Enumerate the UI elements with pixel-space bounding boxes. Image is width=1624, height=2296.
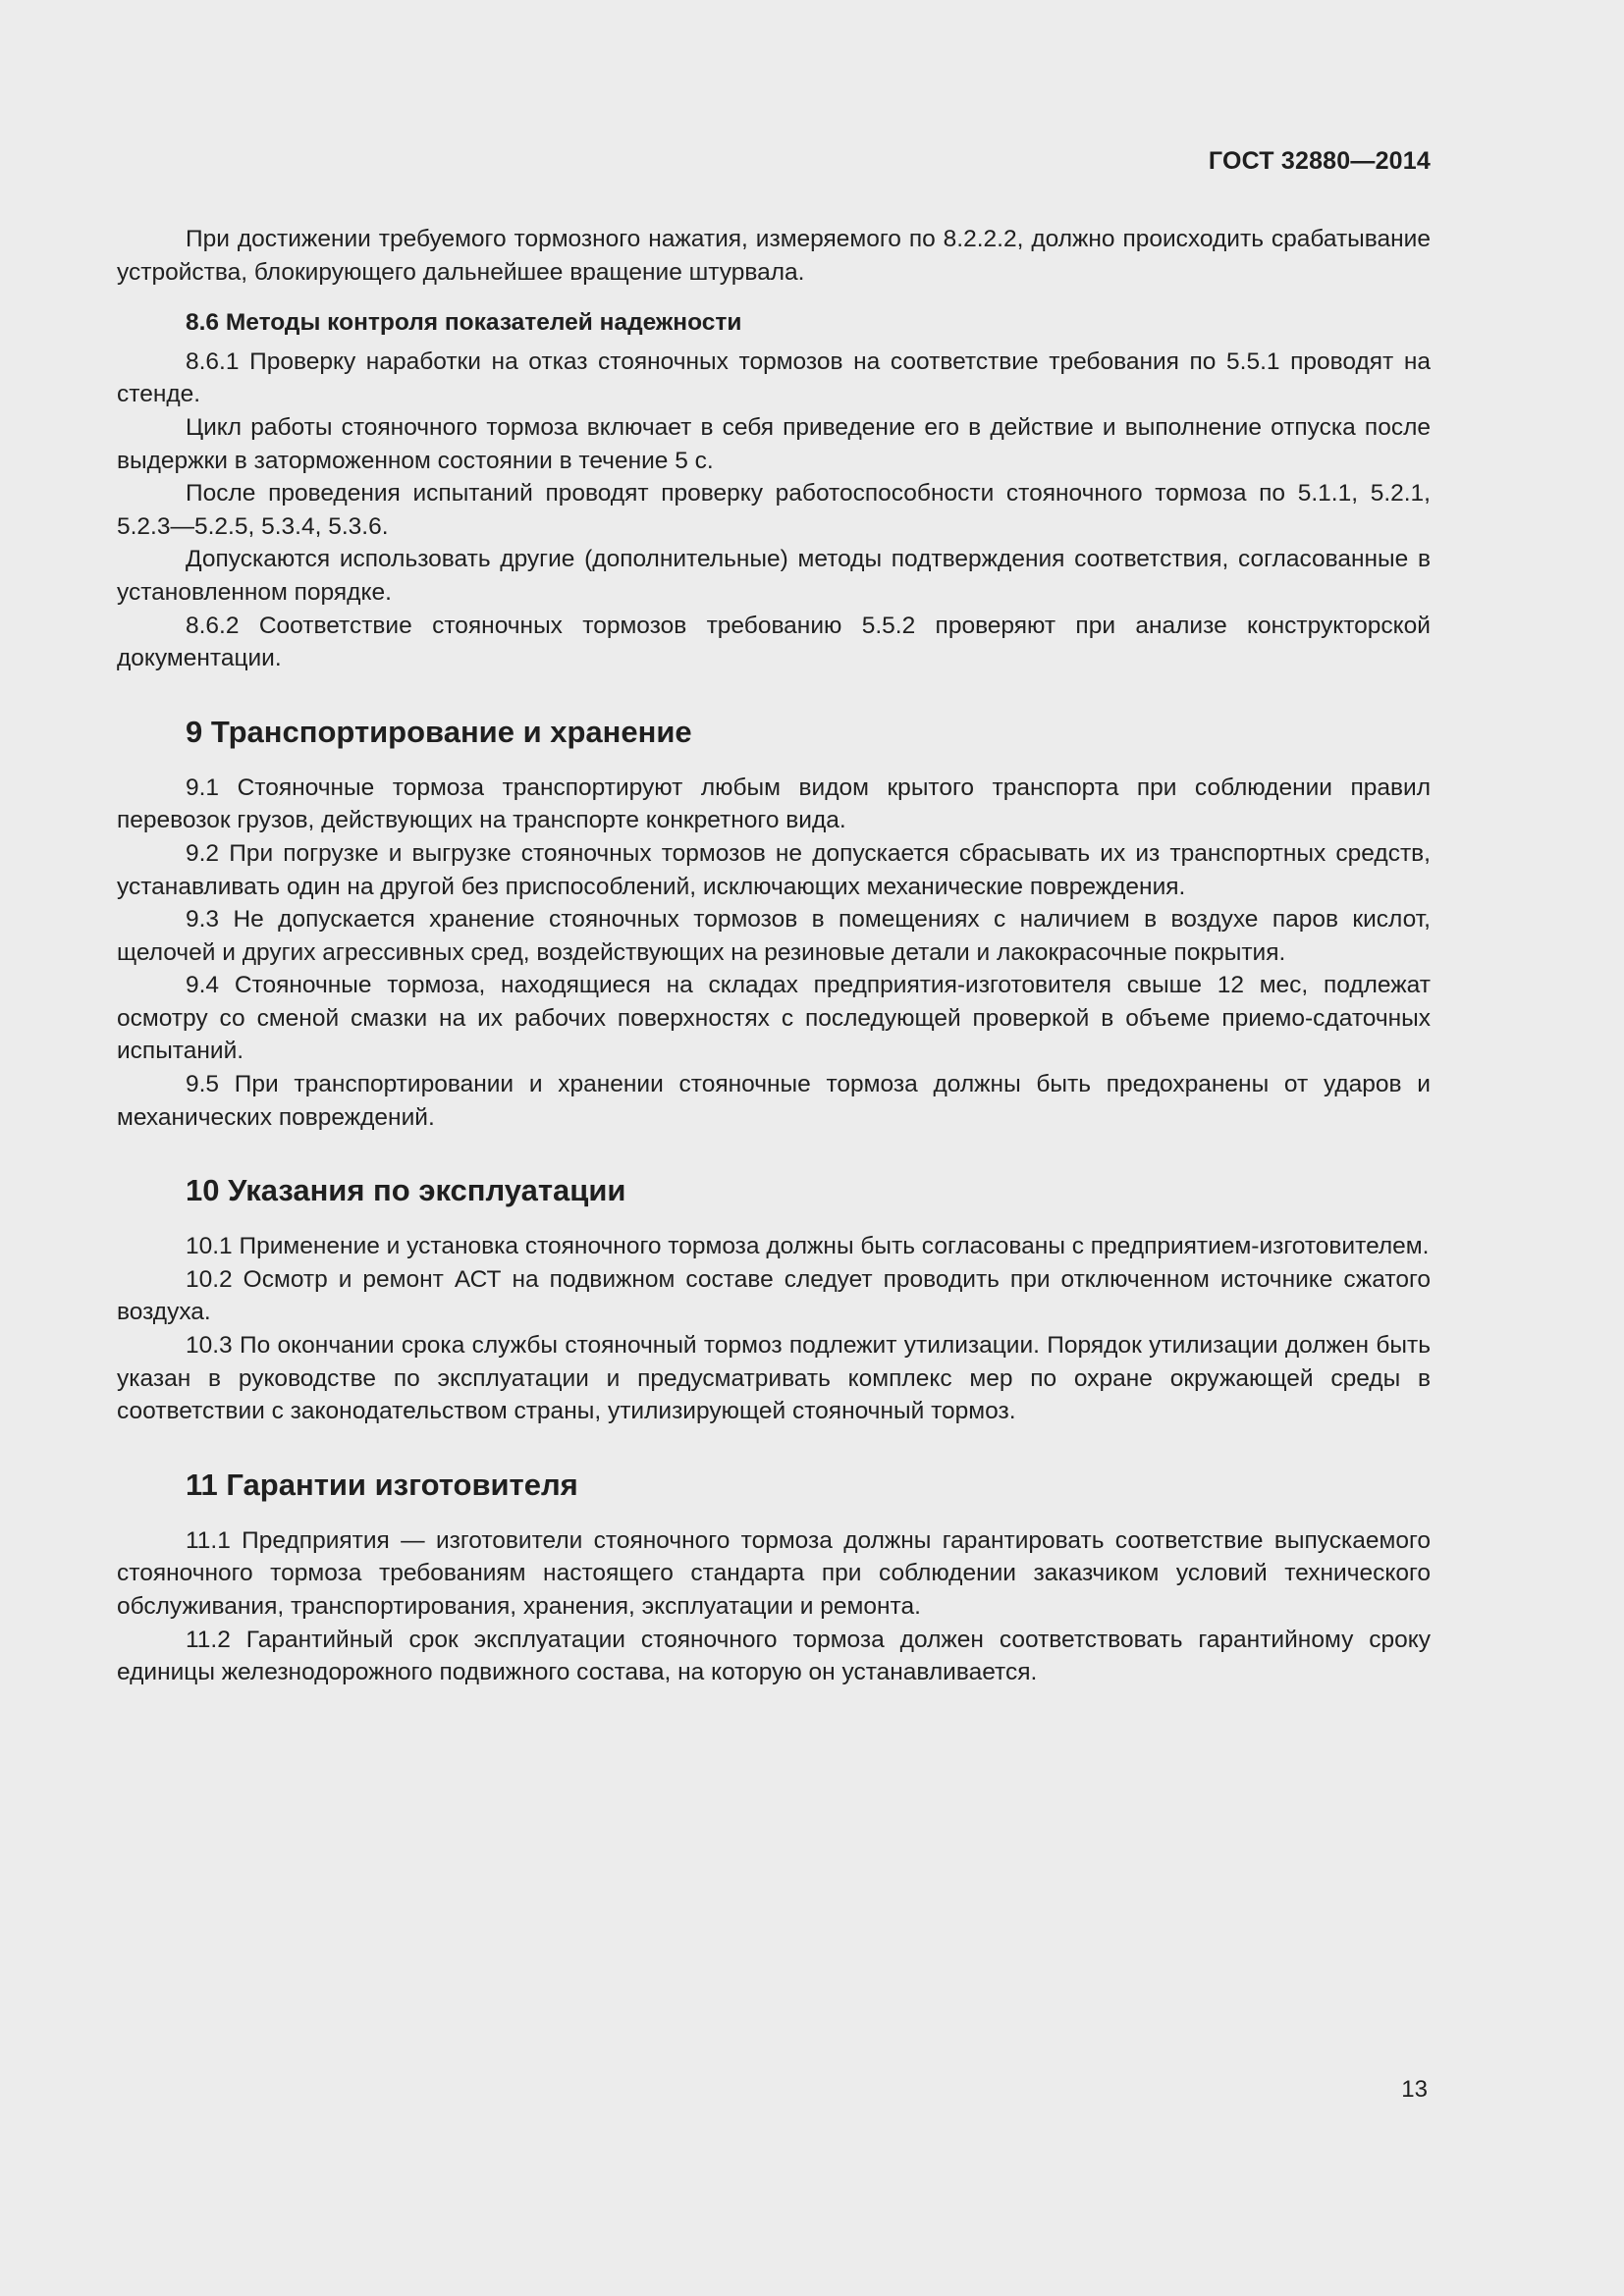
paragraph-9-1: 9.1 Стояночные тормоза транспортируют любым видом крытого транспорта при соблюдении правил перевозок грузов, действующих на транспорте конкретного вида. (117, 774, 1431, 834)
page-content (117, 223, 1431, 1689)
paragraph-11-1: 11.1 Предприятия — изготовители стояночного тормоза должны гарантировать соответствие выпускаемого стояночного тормоза требованиям настоящего стандарта при соблюдении заказчиком условий технического обслуживания, транспортирования, хранения, эксплуатации и ремонта. (117, 1526, 1431, 1620)
paragraph-10-3: 10.3 По окончании срока службы стояночный тормоз подлежит утилизации. Порядок утилизации должен быть указан в руководстве по эксплуатации и предусматривать комплекс мер по охране окружающей среды в соответствии с законодательством страны, утилизирующей стояночный тормоз. (117, 1332, 1431, 1425)
paragraph-9-3: 9.3 Не допускается хранение стояночных тормозов в помещениях с наличием в воздухе паров кислот, щелочей и других агрессивных сред, воздействующих на резиновые детали и лакокрасочные покрытия. (117, 906, 1431, 966)
paragraph-8-6-cycle: Цикл работы стояночного тормоза включает в себя приведение его в действие и выполнение отпуска после выдержки в заторможенном состоянии в течение 5 с. (117, 413, 1431, 474)
paragraph-8-6-other-methods: Допускаются использовать другие (дополнительные) методы подтверждения соответствия, согласованные в установленном порядке. (117, 546, 1431, 606)
page-number: 13 (1401, 2076, 1428, 2103)
paragraph-9-5: 9.5 При транспортировании и хранении стояночные тормоза должны быть предохранены от ударов и механических повреждений. (117, 1071, 1431, 1131)
paragraph-11-2: 11.2 Гарантийный срок эксплуатации стояночного тормоза должен соответствовать гарантийному сроку единицы железнодорожного подвижного состава, на которую он устанавливается. (117, 1626, 1431, 1686)
section-9-title: 9 Транспортирование и хранение (186, 714, 692, 749)
paragraph-10-2: 10.2 Осмотр и ремонт АСТ на подвижном составе следует проводить при отключенном источнике сжатого воздуха. (117, 1265, 1431, 1326)
intro-paragraph: При достижении требуемого тормозного нажатия, измеряемого по 8.2.2.2, должно происходить срабатывание устройства, блокирующего дальнейшее вращение штурвала. (117, 226, 1431, 286)
paragraph-8-6-1: 8.6.1 Проверку наработки на отказ стояночных тормозов на соответствие требования по 5.5.1 проводят на стенде. (117, 347, 1431, 408)
paragraph-9-4: 9.4 Стояночные тормоза, находящиеся на складах предприятия-изготовителя свыше 12 мес, подлежат осмотру со сменой смазки на их рабочих поверхностях с последующей проверкой в объеме приемо-сдаточных испытаний. (117, 972, 1431, 1065)
paragraph-10-1: 10.1 Применение и установка стояночного тормоза должны быть согласованы с предприятием-изготовителем. (186, 1233, 1430, 1260)
paragraph-8-6-after-tests: После проведения испытаний проводят проверку работоспособности стояночного тормоза по 5.1.1, 5.2.1, 5.2.3—5.2.5, 5.3.4, 5.3.6. (117, 480, 1431, 540)
section-11-title: 11 Гарантии изготовителя (186, 1467, 578, 1502)
paragraph-9-2: 9.2 При погрузке и выгрузке стояночных тормозов не допускается сбрасывать их из транспортных средств, устанавливать один на другой без приспособлений, исключающих механические повреждения. (117, 839, 1431, 900)
subsection-8-6-title: 8.6 Методы контроля показателей надежности (186, 309, 742, 337)
paragraph-8-6-2: 8.6.2 Соответствие стояночных тормозов требованию 5.5.2 проверяют при анализе конструкторской документации. (117, 612, 1431, 672)
document-code: ГОСТ 32880—2014 (1208, 147, 1431, 175)
section-10-title: 10 Указания по эксплуатации (186, 1173, 626, 1208)
